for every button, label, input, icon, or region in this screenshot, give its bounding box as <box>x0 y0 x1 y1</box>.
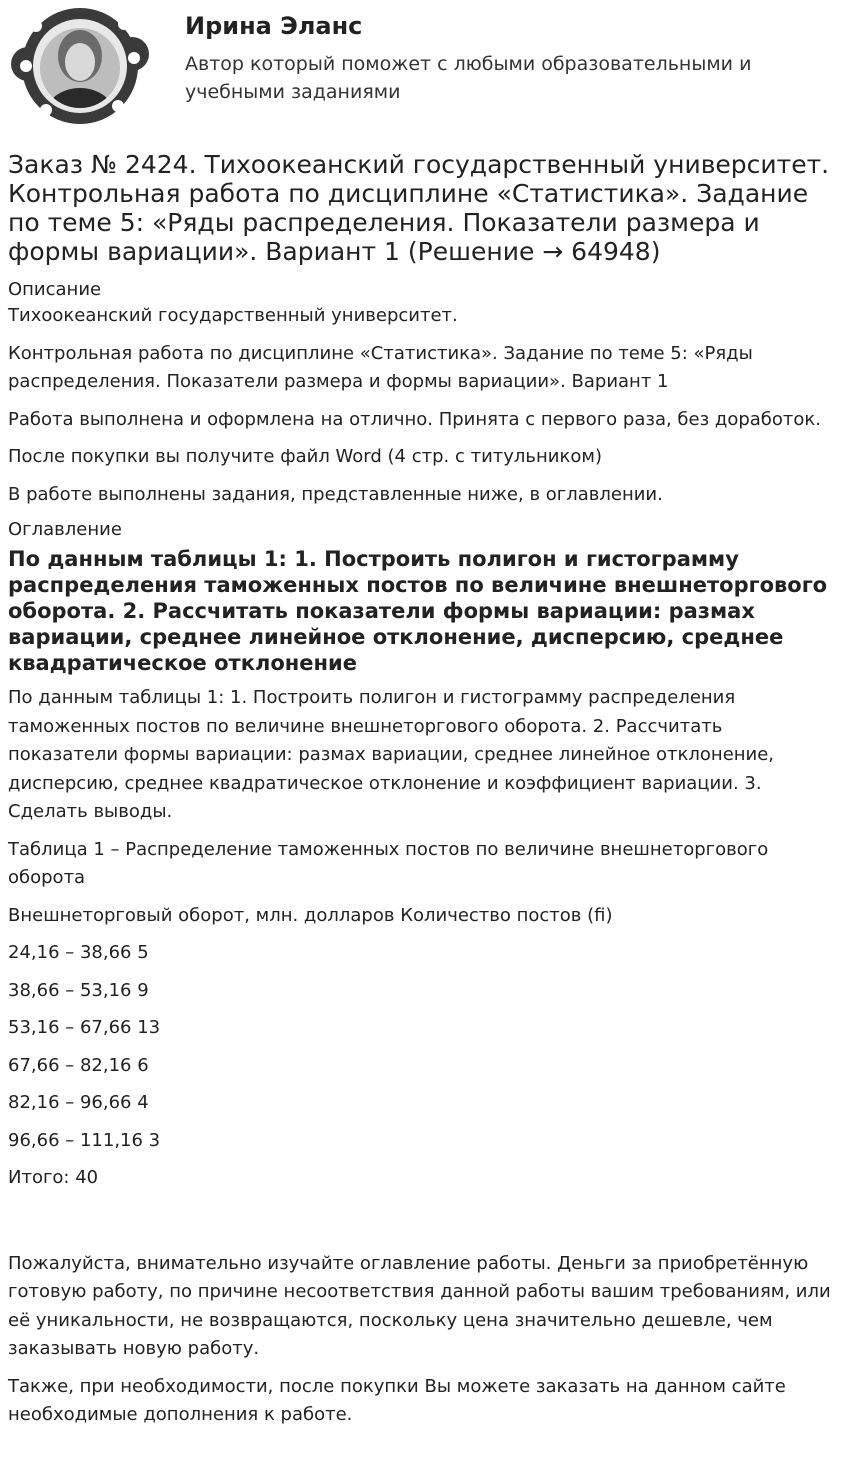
description-paragraph: Тихоокеанский государственный университет. <box>8 305 458 326</box>
description-paragraph: В работе выполнены задания, представленные ниже, в оглавлении. <box>8 483 663 505</box>
table-row: 24,16 – 38,66 5 <box>8 942 149 963</box>
description-label: Описание <box>8 279 102 300</box>
spacer <box>8 1202 838 1250</box>
footer-notice: Также, при необходимости, после покупки Вы можете заказать на данном сайте необходимые дополнения к работе. <box>8 1375 786 1425</box>
author-name[interactable]: Ирина Эланс <box>185 12 363 40</box>
author-avatar[interactable] <box>6 6 152 128</box>
author-card <box>0 0 847 135</box>
table-row: 38,66 – 53,16 9 <box>8 979 149 1001</box>
author-description: Автор который поможет с любыми образовательными и учебными заданиями <box>185 53 752 103</box>
toc-heading: По данным таблицы 1: 1. Построить полигон и гистограмму распределения таможенных постов по величине внешнеторгового оборота. 2. Рассчитать показатели формы вариации: размах вариации, среднее линейное отклонение, дисперсию, среднее квадратическое отклонение <box>8 547 828 675</box>
table-header: Внешнеторговый оборот, млн. долларов Количество постов (fi) <box>8 904 613 926</box>
toc-paragraph: По данным таблицы 1: 1. Построить полигон и гистограмму распределения таможенных постов по величине внешнеторгового оборота. 2. Рассчитать показатели формы вариации: размах вариации, среднее линейное отклонение, дисперсию, среднее квадратическое отклонение и коэффициент вариации. 3. Сделать выводы. <box>8 687 775 822</box>
table-row: 67,66 – 82,16 6 <box>8 1054 149 1076</box>
table-row: 53,16 – 67,66 13 <box>8 1017 161 1038</box>
main-content <box>8 150 838 1439</box>
page-title: Заказ № 2424. Тихоокеанский государственный университет. Контрольная работа по дисциплине «Статистика». Задание по теме 5: «Ряды распределения. Показатели размера и формы вариации». Вариант 1 (Решение → 64948) <box>8 150 830 266</box>
description-paragraph: После покупки вы получите файл Word (4 стр. с титульником) <box>8 446 602 467</box>
table-row: 96,66 – 111,16 3 <box>8 1129 161 1151</box>
table-caption: Таблица 1 – Распределение таможенных постов по величине внешнеторгового оборота <box>8 838 769 888</box>
description-paragraph: Работа выполнена и оформлена на отлично. Принята с первого раза, без доработок. <box>8 408 822 430</box>
table-row: 82,16 – 96,66 4 <box>8 1092 149 1113</box>
description-paragraph: Контрольная работа по дисциплине «Статистика». Задание по теме 5: «Ряды распределения. Показатели размера и формы вариации». Вариант 1 <box>8 342 753 392</box>
toc-label: Оглавление <box>8 519 122 540</box>
footer-notice: Пожалуйста, внимательно изучайте оглавление работы. Деньги за приобретённую готовую работу, по причине несоответствия данной работы вашим требованиям, или её уникальности, не возвращаются, поскольку цена значительно дешевле, чем заказывать новую работу. <box>8 1252 831 1359</box>
table-total: Итого: 40 <box>8 1167 99 1188</box>
